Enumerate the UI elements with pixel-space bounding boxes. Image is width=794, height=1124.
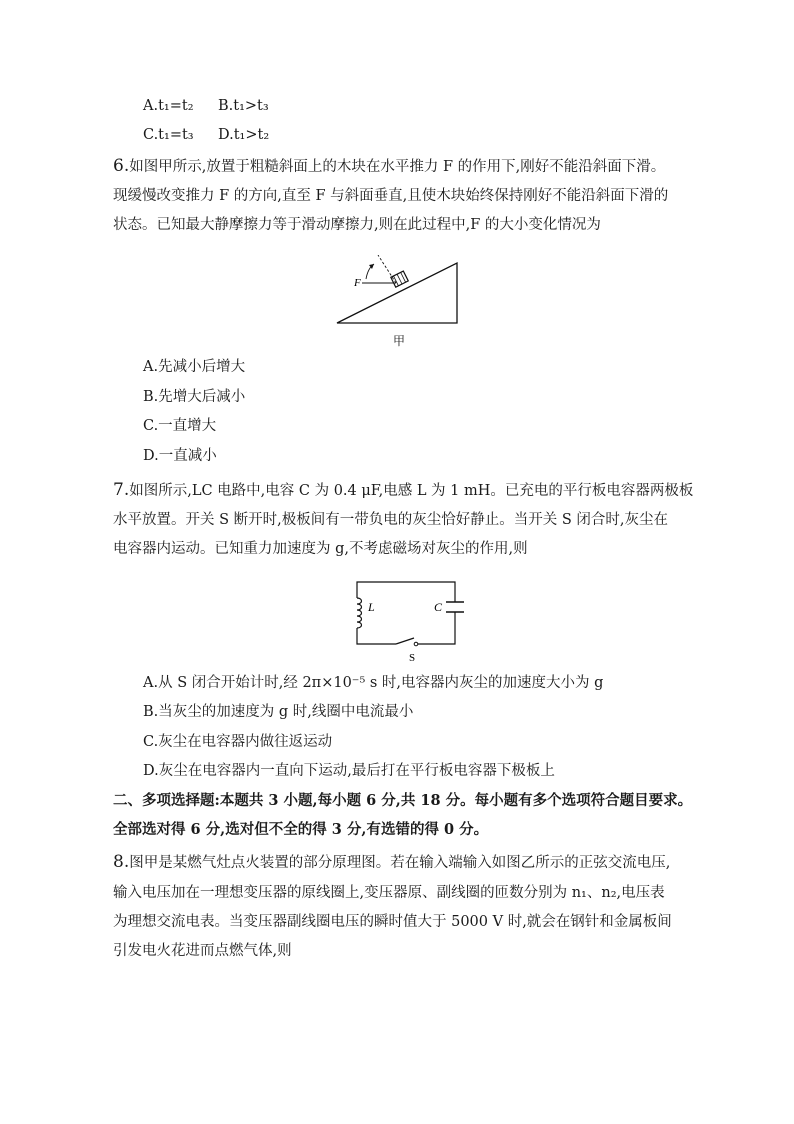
q7-option-d: D.灰尘在电容器内一直向下运动,最后打在平行板电容器下极板上 <box>143 763 555 779</box>
q5-option-a: A.t₁=t₂ <box>143 98 194 114</box>
q8-line-1: 8.图甲是某燃气灶点火装置的部分原理图。若在输入端输入如图乙所示的正弦交流电压, <box>113 852 671 872</box>
section-2-line-2: 全部选对得 6 分,选对但不全的得 3 分,有选错的得 0 分。 <box>113 821 489 838</box>
capacitor-label: C <box>434 600 443 614</box>
switch-blade <box>396 638 414 644</box>
force-label: F <box>354 277 361 289</box>
inductor-label: L <box>368 600 375 614</box>
q5-option-c: C.t₁=t₃ <box>143 127 194 143</box>
q8-line-4: 引发电火花进而点燃气体,则 <box>113 943 292 959</box>
q8-line-2: 输入电压加在一理想变压器的原线圈上,变压器原、副线圈的匝数分别为 n₁、n₂,电压表 <box>113 885 665 901</box>
incline-triangle <box>337 263 457 323</box>
lc-circuit-figure <box>348 575 464 665</box>
q8-number: 8. <box>113 852 130 872</box>
q6-line-3: 状态。已知最大静摩擦力等于滑动摩擦力,则在此过程中,F 的大小变化情况为 <box>113 217 601 233</box>
switch-contact-right <box>414 642 418 646</box>
q5-option-b: B.t₁>t₃ <box>218 98 269 114</box>
q7-line-1: 7.如图所示,LC 电路中,电容 C 为 0.4 μF,电感 L 为 1 mH。已充电的平行板电容器两极板 <box>113 480 694 500</box>
switch-label: S <box>409 652 416 664</box>
section-2-line-1: 二、多项选择题:本题共 3 小题,每小题 6 分,共 18 分。每小题有多个选项符合题目要求。 <box>113 792 693 809</box>
q6-number: 6. <box>113 156 130 176</box>
q7-number: 7. <box>113 480 130 500</box>
q8-line-3: 为理想交流电表。当变压器副线圈电压的瞬时值大于 5000 V 时,就会在钢针和金属板间 <box>113 914 672 930</box>
inductor-coil <box>357 598 362 628</box>
q6-line-1: 6.如图甲所示,放置于粗糙斜面上的木块在水平推力 F 的作用下,刚好不能沿斜面下滑。 <box>113 156 666 176</box>
q7-line-2: 水平放置。开关 S 断开时,极板间有一带负电的灰尘恰好静止。当开关 S 闭合时,灰尘在 <box>113 512 669 528</box>
q5-option-d: D.t₁>t₂ <box>218 127 270 143</box>
q6-line-2: 现缓慢改变推力 F 的方向,直至 F 与斜面垂直,且使木块始终保持刚好不能沿斜面下滑的 <box>113 188 669 204</box>
figure-caption-jia: 甲 <box>393 334 406 348</box>
force-dashed-perpendicular <box>378 255 396 283</box>
q7-option-c: C.灰尘在电容器内做往返运动 <box>143 734 333 750</box>
q7-option-b: B.当灰尘的加速度为 g 时,线圈中电流最小 <box>143 704 414 720</box>
q6-option-d: D.一直减小 <box>143 448 217 464</box>
q6-option-b: B.先增大后减小 <box>143 389 246 405</box>
q7-option-a: A.从 S 闭合开始计时,经 2π×10⁻⁵ s 时,电容器内灰尘的加速度大小为 g <box>143 675 604 691</box>
q7-line-3: 电容器内运动。已知重力加速度为 g,不考虑磁场对灰尘的作用,则 <box>113 541 528 557</box>
q6-option-a: A.先减小后增大 <box>143 359 246 375</box>
q6-option-c: C.一直增大 <box>143 418 217 434</box>
